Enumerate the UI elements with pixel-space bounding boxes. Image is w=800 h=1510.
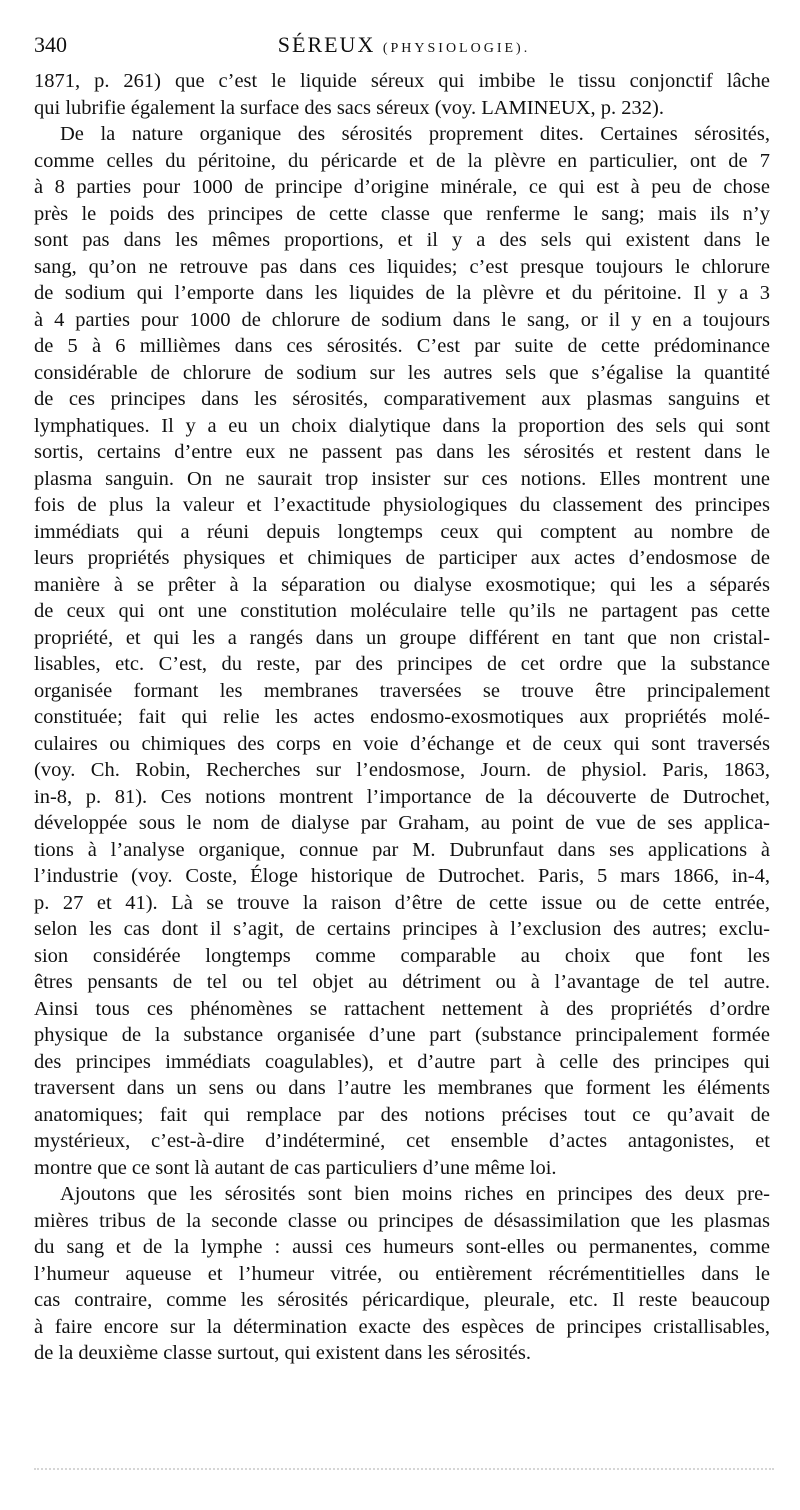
text-line: de ceux qui ont une constitution moléculaire telle qu’ils ne partagent pas cette (34, 600, 770, 622)
text-line: Ainsi tous ces phénomènes se rattachent nettement à des propriétés d’ordre (34, 997, 770, 1020)
text-line: sortis, certains d’entre eux ne passent pas dans les sérosités et restent dans le (34, 441, 770, 463)
text-line: 1871, p. 261) que c’est le liquide séreux qui imbibe le tissu conjonctif lâche (34, 70, 770, 92)
text-line: de 5 à 6 millièmes dans ces sérosités. C’est par suite de cette prédominance (34, 335, 770, 357)
text-line: sang, qu’on ne retrouve pas dans ces liquides; c’est presque toujours le chlorure (34, 255, 770, 278)
text-line: êtres pensants de tel ou tel objet au détriment ou à l’avantage de tel autre. (34, 971, 770, 993)
text-line: qui lubrifie également la surface des sacs séreux (voy. LAMINEUX, p. 232). (34, 96, 664, 119)
text-line: comme celles du péritoine, du péricarde et de la plèvre en particulier, ont de 7 (34, 149, 770, 172)
text-line: p. 27 et 41). Là se trouve la raison d’être de cette issue ou de cette entrée, (34, 891, 770, 914)
running-title (34, 32, 774, 58)
text-line: de la deuxième classe surtout, qui existent dans les sérosités. (34, 1342, 532, 1364)
text-line: lymphatiques. Il y a eu un choix dialytique dans la proportion des sels qui sont (34, 414, 770, 437)
text-line: des principes immédiats coagulables), et d’autre part à celle des principes qui (34, 1050, 770, 1073)
running-title-sub: (PHYSIOLOGIE). (382, 41, 531, 56)
text-line: mières tribus de la seconde classe ou principes de désassimilation que les plasmas (34, 1209, 770, 1232)
text-line: cas contraire, comme les sérosités péricardique, pleurale, etc. Il reste beaucoup (34, 1289, 770, 1311)
text-line: tions à l’analyse organique, connue par M. Dubrunfaut dans ses applications à (34, 838, 770, 861)
text-line: à 4 parties pour 1000 de chlorure de sodium dans le sang, or il y en a toujours (34, 308, 770, 331)
text-line: de ces principes dans les sérosités, comparativement aux plasmas sanguins et (34, 388, 770, 410)
paragraph (34, 1181, 770, 1367)
text-line: mystérieux, c’est-à-dire d’indéterminé, cet ensemble d’actes antagonistes, et (34, 1130, 770, 1152)
text-line: près le poids des principes de cette classe que renferme le sang; mais ils n’y (34, 202, 770, 225)
paragraph (34, 68, 770, 121)
text-line: à faire encore sur la détermination exacte des espèces de principes cristallisables, (34, 1315, 770, 1338)
paragraph (34, 121, 770, 1181)
text-line: de sodium qui l’emporte dans les liquides de la plèvre et du péritoine. Il y a 3 (34, 282, 770, 304)
text-line: lisables, etc. C’est, du reste, par des principes de cet ordre que la substance (34, 653, 770, 675)
text-line: sont pas dans les mêmes proportions, et il y a des sels qui existent dans le (34, 229, 770, 251)
text-line: organisée formant les membranes traversées se trouve être principalement (34, 679, 770, 702)
text-line: anatomiques; fait qui remplace par des notions précises tout ce qu’avait de (34, 1103, 770, 1126)
text-line: fois de plus la valeur et l’exactitude physiologiques du classement des principes (34, 494, 770, 516)
page-header (34, 32, 774, 62)
text-line: l’industrie (voy. Coste, Éloge historique de Dutrochet. Paris, 5 mars 1866, in-4, (34, 865, 770, 887)
footer-rule (34, 1468, 774, 1474)
text-line: (voy. Ch. Robin, Recherches sur l’endosmose, Journ. de physiol. Paris, 1863, (34, 759, 770, 781)
text-line: De la nature organique des sérosités proprement dites. Certaines sérosités, (60, 123, 770, 145)
text-line: constituée; fait qui relie les actes endosmo-exosmotiques aux propriétés molé- (34, 706, 770, 728)
text-line: culaires ou chimiques des corps en voie d’échange et de ceux qui sont traversés (34, 732, 770, 755)
text-line: considérable de chlorure de sodium sur les autres sels que s’égalise la quantité (34, 361, 770, 384)
text-line: manière à se prêter à la séparation ou dialyse exosmotique; qui les a séparés (34, 573, 770, 596)
text-line: développée sous le nom de dialyse par Graham, au point de vue de ses applica- (34, 812, 770, 834)
text-line: l’humeur aqueuse et l’humeur vitrée, ou entièrement récrémentitielles dans le (34, 1262, 770, 1285)
text-line: à 8 parties pour 1000 de principe d’origine minérale, ce qui est à peu de chose (34, 176, 770, 198)
text-line: selon les cas dont il s’agit, de certains principes à l’exclusion des autres; exclu- (34, 918, 770, 940)
body-text (34, 68, 770, 1367)
text-line: in-8, p. 81). Ces notions montrent l’importance de la découverte de Dutrochet, (34, 785, 770, 808)
text-line: Ajoutons que les sérosités sont bien moins riches en principes des deux pre- (60, 1183, 770, 1205)
text-line: physique de la substance organisée d’une part (substance principalement formée (34, 1024, 770, 1046)
text-line: montre que ce sont là autant de cas particuliers d’une même loi. (34, 1156, 557, 1179)
page-number: 340 (34, 32, 67, 57)
text-line: immédiats qui a réuni depuis longtemps ceux qui comptent au nombre de (34, 520, 770, 543)
text-line: traversent dans un sens ou dans l’autre les membranes que forment les éléments (34, 1077, 770, 1099)
text-line: du sang et de la lymphe : aussi ces humeurs sont-elles ou permanentes, comme (34, 1236, 770, 1258)
running-title-main: SÉREUX (277, 32, 376, 57)
text-line: sion considérée longtemps comme comparable au choix que font les (34, 944, 770, 967)
text-line: plasma sanguin. On ne saurait trop insister sur ces notions. Elles montrent une (34, 467, 770, 490)
text-line: propriété, et qui les a rangés dans un groupe différent en tant que non cristal- (34, 626, 770, 649)
text-line: leurs propriétés physiques et chimiques de participer aux actes d’endosmose de (34, 547, 770, 569)
